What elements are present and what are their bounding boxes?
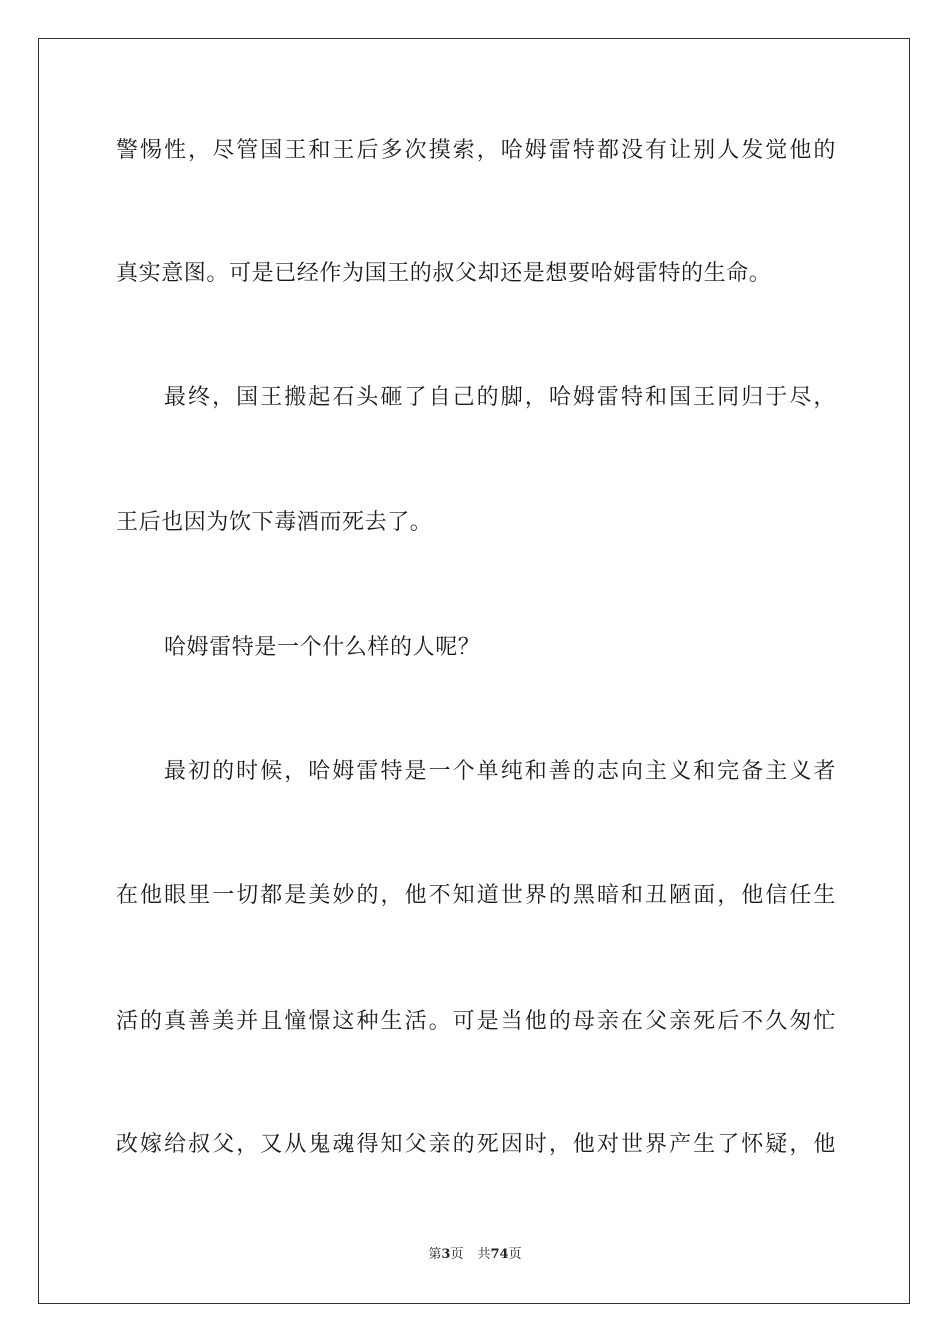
body-line-2: 真实意图。可是已经作为国王的叔父却还是想要哈姆雷特的生命。 (116, 261, 772, 286)
body-line-7: 在他眼里一切都是美妙的，他不知道世界的黑暗和丑陋面，他信任生 (116, 883, 836, 908)
total-suffix: 页 (508, 1247, 522, 1262)
page-suffix: 页 (450, 1247, 464, 1262)
body-line-9: 改嫁给叔父，又从鬼魂得知父亲的死因时，他对世界产生了怀疑，他 (116, 1132, 836, 1157)
total-pages: 74 (490, 1247, 509, 1262)
body-line-8: 活的真善美并且憧憬这种生活。可是当他的母亲在父亲死后不久匆忙 (116, 1009, 836, 1034)
total-prefix: 共 (477, 1247, 491, 1262)
page-footer (0, 1246, 950, 1264)
body-line-3: 最终，国王搬起石头砸了自己的脚，哈姆雷特和国王同归于尽， (164, 385, 836, 410)
body-line-4: 王后也因为饮下毒酒而死去了。 (116, 510, 433, 535)
page-prefix: 第 (428, 1247, 442, 1262)
body-line-1: 警惕性，尽管国王和王后多次摸索，哈姆雷特都没有让别人发觉他的 (116, 138, 836, 163)
body-line-6: 最初的时候，哈姆雷特是一个单纯和善的志向主义和完备主义者 (164, 759, 836, 784)
page-border (38, 38, 910, 1304)
body-line-5: 哈姆雷特是一个什么样的人呢？ (164, 635, 481, 660)
page-number: 3 (441, 1247, 451, 1262)
